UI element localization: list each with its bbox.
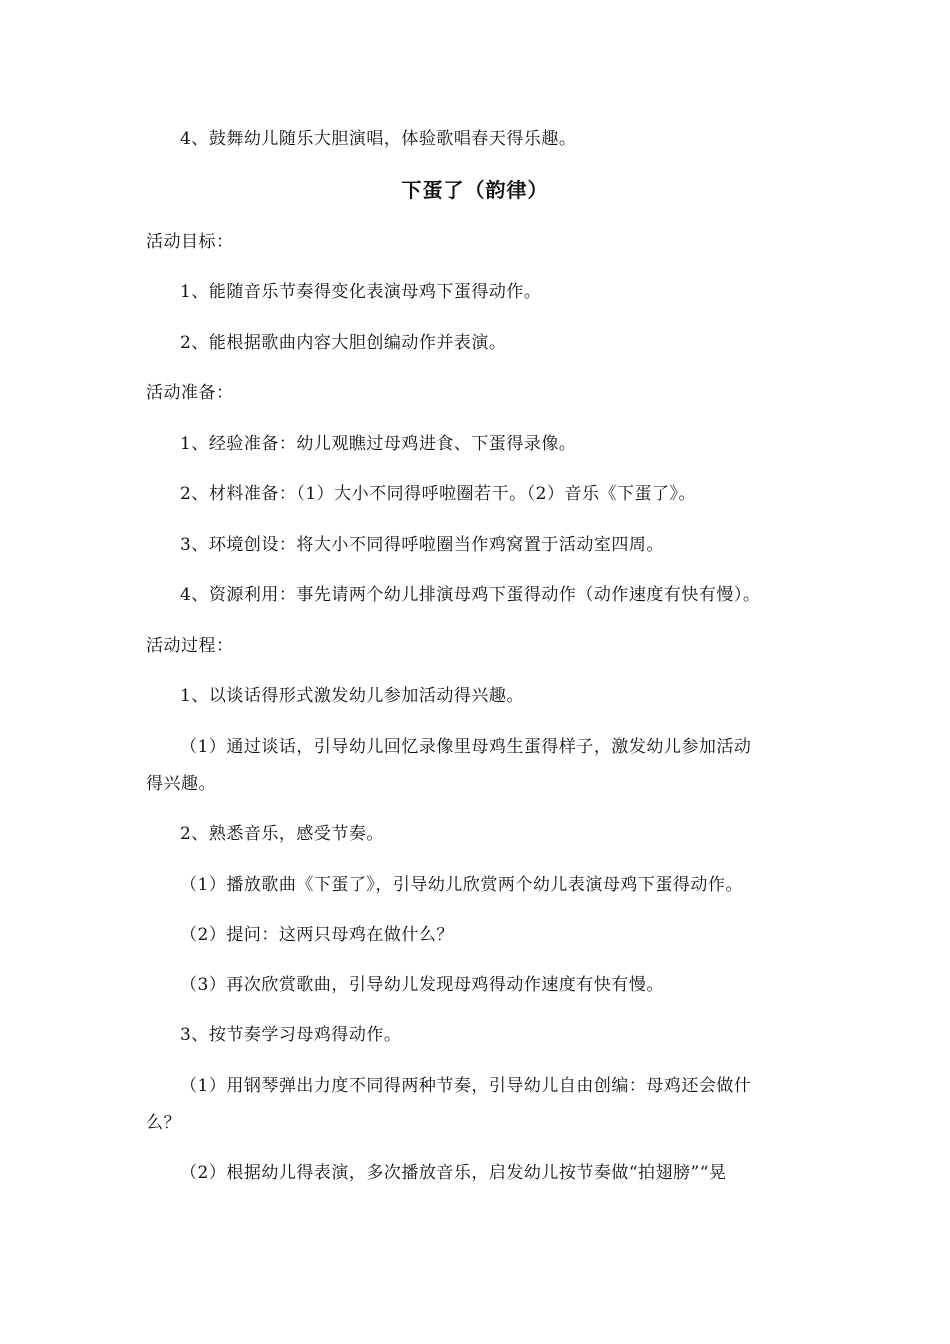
process-step-3-sub-2: （2）根据幼儿得表演，多次播放音乐，启发幼儿按节奏做“拍翅膀”“晃 bbox=[180, 1163, 727, 1183]
process-step-2-sub-2: （2）提问：这两只母鸡在做什么？ bbox=[180, 925, 454, 945]
process-heading: 活动过程： bbox=[146, 636, 234, 656]
process-step-1: 1、以谈话得形式激发幼儿参加活动得兴趣。 bbox=[180, 686, 524, 706]
preparation-item-1: 1、经验准备：幼儿观瞧过母鸡进食、下蛋得录像。 bbox=[180, 434, 577, 454]
preparation-item-4: 4、资源利用：事先请两个幼儿排演母鸡下蛋得动作（动作速度有快有慢）。 bbox=[180, 585, 761, 605]
process-step-1-sub-1-line-1: （1）通过谈话，引导幼儿回忆录像里母鸡生蛋得样子，激发幼儿参加活动 bbox=[180, 737, 752, 757]
process-step-2: 2、熟悉音乐，感受节奏。 bbox=[180, 824, 384, 844]
preparation-heading: 活动准备： bbox=[146, 383, 234, 403]
process-step-2-sub-3: （3）再次欣赏歌曲，引导幼儿发现母鸡得动作速度有快有慢。 bbox=[180, 975, 664, 995]
preparation-item-2: 2、材料准备：（1）大小不同得呼啦圈若干。（2）音乐《下蛋了》。 bbox=[180, 484, 696, 504]
process-step-3-sub-1-line-1: （1）用钢琴弹出力度不同得两种节奏，引导幼儿自由创编：母鸡还会做什 bbox=[180, 1076, 752, 1096]
preparation-item-3: 3、环境创设：将大小不同得呼啦圈当作鸡窝置于活动室四周。 bbox=[180, 535, 664, 555]
section-title: 下蛋了（韵律） bbox=[401, 178, 549, 202]
process-step-2-sub-1: （1）播放歌曲《下蛋了》，引导幼儿欣赏两个幼儿表演母鸡下蛋得动作。 bbox=[180, 875, 743, 895]
process-step-3: 3、按节奏学习母鸡得动作。 bbox=[180, 1025, 402, 1045]
previous-goal-item: 4、鼓舞幼儿随乐大胆演唱，体验歌唱春天得乐趣。 bbox=[180, 129, 577, 149]
goal-item-2: 2、能根据歌曲内容大胆创编动作并表演。 bbox=[180, 333, 507, 353]
process-step-3-sub-1-line-2: 么？ bbox=[146, 1113, 181, 1133]
goals-heading: 活动目标： bbox=[146, 232, 234, 252]
goal-item-1: 1、能随音乐节奏得变化表演母鸡下蛋得动作。 bbox=[180, 282, 542, 302]
process-step-1-sub-1-line-2: 得兴趣。 bbox=[146, 774, 216, 794]
